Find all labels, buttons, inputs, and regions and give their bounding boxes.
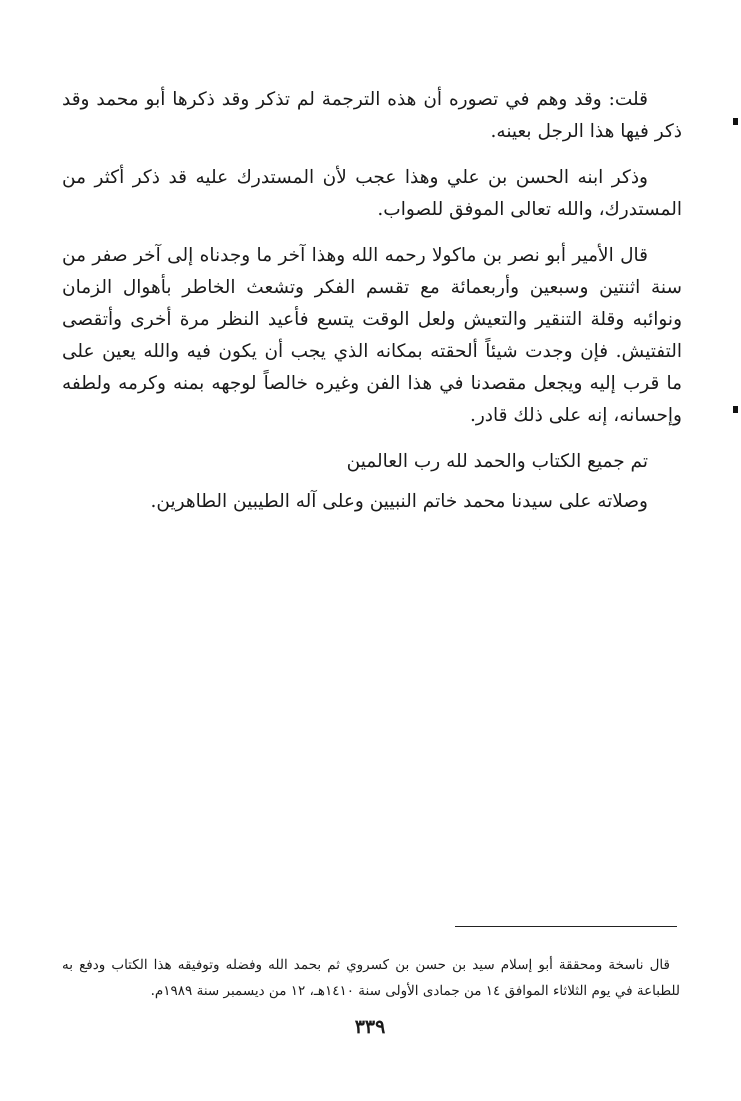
paragraph-note: قلت: وقد وهم في تصوره أن هذه الترجمة لم تذكر وقد ذكرها أبو محمد وقد ذكر فيها هذا الرجل بعينه. — [62, 89, 682, 142]
scan-edge-mark-top — [733, 118, 738, 125]
footnote-separator-rule — [455, 926, 677, 927]
main-text-block — [62, 84, 682, 526]
paragraph-author-colophon: قال الأمير أبو نصر بن ماكولا رحمه الله وهذا آخر ما وجدناه إلى آخر صفر من سنة اثنتين وسبعين وأربعمائة مع تقسم الفكر وتشعث الخاطر بأهوال الزمان ونوائبه وقلة التنقير والتعيش ولعل الوقت يتسع فأعيد النظر مرة أخرى وأتقصى التفتيش. فإن وجدت شيئاً ألحقته بمكانه الذي يجب أن يكون فيه والله يعين على ما قرب إليه ويجعل مقصدنا في هذا الفن وغيره خالصاً لوجهه بمنه وكرمه ولطفه وإحسانه، إنه على ذلك قادر. — [62, 245, 682, 426]
footnote-text: قال ناسخة ومحققة أبو إسلام سيد بن حسن بن كسروي ثم بحمد الله وفضله وتوفيقه هذا الكتاب ودفع به للطباعة في يوم الثلاثاء الموافق ١٤ من جمادى الأولى سنة ١٤١٠هـ، ١٢ من ديسمبر سنة ١٩٨٩م. — [62, 956, 680, 999]
paragraph-son-mention: وذكر ابنه الحسن بن علي وهذا عجب لأن المستدرك عليه قد ذكر أكثر من المستدرك، والله تعالى الموفق للصواب. — [62, 167, 682, 220]
closing-line-blessing: وصلاته على سيدنا محمد خاتم النبيين وعلى آله الطيبين الطاهرين. — [150, 491, 648, 512]
scan-edge-mark-bottom — [733, 406, 738, 413]
page-number: ٣٣٩ — [354, 1016, 386, 1038]
closing-line-completion: تم جميع الكتاب والحمد لله رب العالمين — [346, 451, 648, 472]
